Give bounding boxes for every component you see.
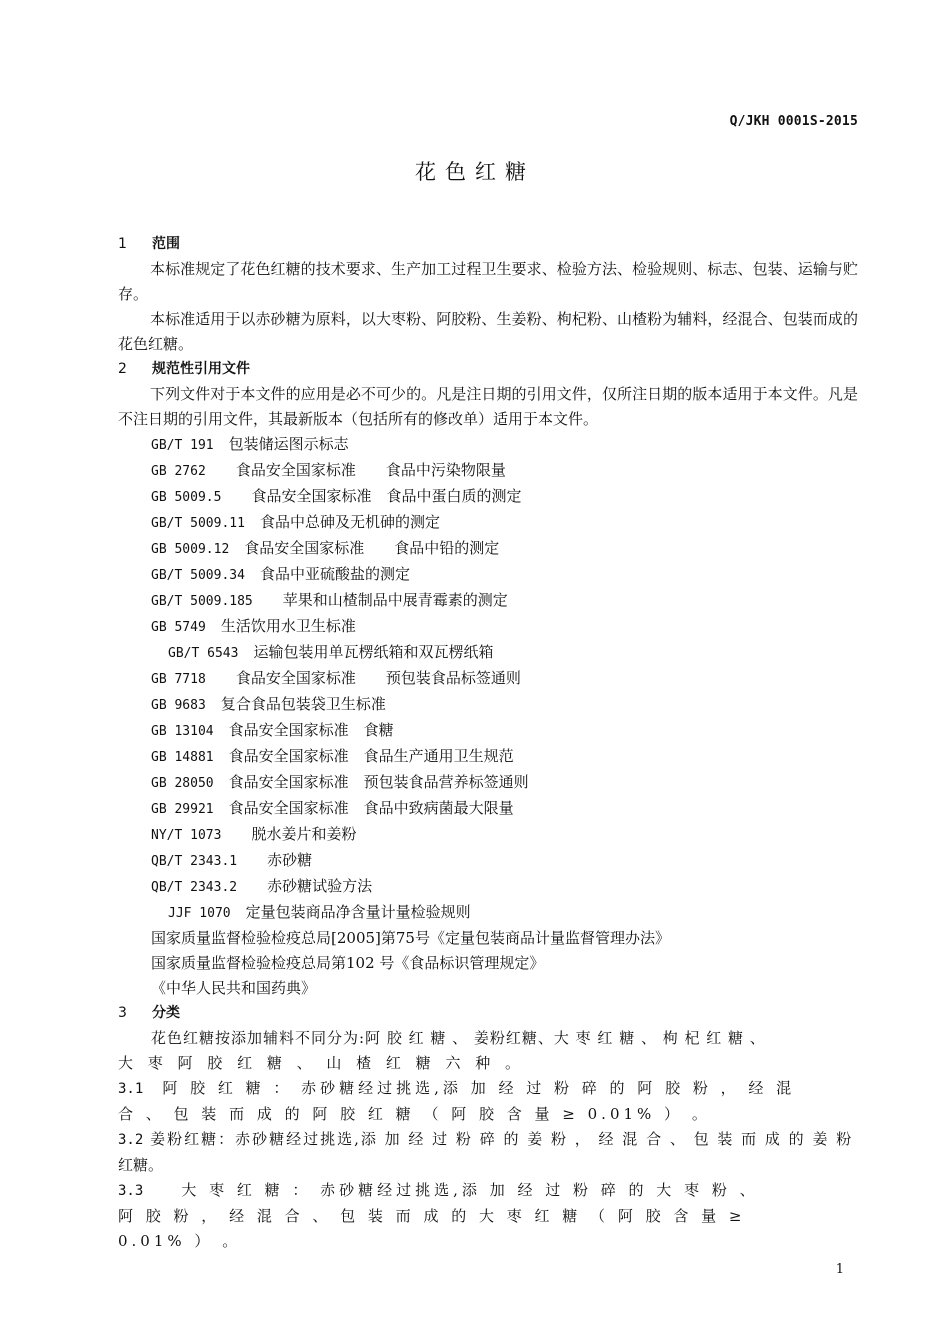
reference-name: 食品安全国家标准 食品中污染物限量: [235, 461, 506, 479]
reference-code: GB 13104: [151, 724, 214, 739]
classification-line: 花色红糖按添加辅料不同分为:阿 胶 红 糖 、 姜粉红糖、大 枣 红 糖 、 枸 杞 红 糖 、: [151, 1029, 766, 1047]
standard-number: Q/JKH 0001S-2015: [729, 114, 858, 129]
reference-name: 运输包装用单瓦楞纸箱和双瓦楞纸箱: [253, 643, 494, 661]
section-title: 分类: [152, 1005, 180, 1021]
reference-name: 食品安全国家标准 预包装食品营养标签通则: [228, 773, 529, 791]
subsection-3-2: [118, 1127, 858, 1153]
reference-name: 食品中总砷及无机砷的测定: [259, 513, 440, 531]
subsection-number: 3.3: [118, 1183, 144, 1199]
subsection-number: 3.1: [118, 1081, 144, 1097]
reference-item: [118, 718, 858, 744]
reference-item: [118, 796, 858, 822]
section-title: 范围: [152, 236, 180, 252]
reference-item: [118, 822, 858, 848]
reference-item: [118, 484, 858, 510]
reference-item: [118, 614, 858, 640]
paragraph: 本标准适用于以赤砂糖为原料，以大枣粉、阿胶粉、生姜粉、枸杞粉、山楂粉为辅料，经混合、包装而成的花色红糖。: [118, 310, 858, 353]
reference-name: 赤砂糖: [267, 851, 313, 869]
section-3-heading: [118, 1001, 858, 1026]
section-1-heading: [118, 232, 858, 257]
reference-code: GB/T 5009.34: [151, 568, 245, 583]
reference-code: QB/T 2343.1: [151, 854, 238, 869]
subsection-text-continued: 红糖。: [118, 1156, 164, 1174]
reference-code: GB 28050: [151, 776, 214, 791]
reference-name: 食品安全国家标准 食品中铅的测定: [244, 539, 500, 557]
section-title: 规范性引用文件: [152, 361, 250, 377]
reference-name: 食品安全国家标准 食品中致病菌最大限量: [228, 799, 514, 817]
document-title: 花色红糖: [415, 160, 535, 184]
reference-code: GB 7718: [151, 672, 206, 687]
reference-item: [118, 874, 858, 900]
reference-name: 食品安全国家标准 预包装食品标签通则: [235, 669, 521, 687]
subsection-text-continued: 阿 胶 粉 ， 经 混 合 、 包 装 而 成 的 大 枣 红 糖 （ 阿 胶 含 量 ≥: [118, 1207, 746, 1225]
reference-item: [118, 744, 858, 770]
reference-code: GB/T 5009.11: [151, 516, 245, 531]
section-number: 2: [118, 361, 127, 377]
reference-code: GB/T 5009.185: [151, 594, 253, 609]
reference-extra: 国家质量监督检验检疫总局第102 号《食品标识管理规定》: [151, 954, 545, 972]
reference-item: [118, 666, 858, 692]
reference-item: [118, 562, 858, 588]
subsection-3-3: [118, 1178, 858, 1204]
reference-extra: 国家质量监督检验检疫总局[2005]第75号《定量包装商品计量监督管理办法》: [151, 929, 670, 947]
reference-item: [118, 588, 858, 614]
reference-name: 脱水姜片和姜粉: [251, 825, 357, 843]
subsection-text-continued: 合 、 包 装 而 成 的 阿 胶 红 糖 （ 阿 胶 含 量 ≥ 0.01% ） 。: [118, 1105, 711, 1123]
reference-name: 定量包装商品净含量计量检验规则: [245, 903, 471, 921]
reference-item: [118, 510, 858, 536]
paragraph: 下列文件对于本文件的应用是必不可少的。凡是注日期的引用文件，仅所注日期的版本适用于本文件。凡是不注日期的引用文件，其最新版本（包括所有的修改单）适用于本文件。: [118, 385, 858, 428]
reference-item: [118, 432, 858, 458]
reference-name: 食品安全国家标准 食品中蛋白质的测定: [251, 487, 522, 505]
reference-code: GB/T 6543: [168, 646, 239, 661]
paragraph: 本标准规定了花色红糖的技术要求、生产加工过程卫生要求、检验方法、检验规则、标志、包装、运输与贮存。: [118, 260, 858, 303]
reference-name: 食品中亚硫酸盐的测定: [259, 565, 410, 583]
classification-line: 大 枣 阿 胶 红 糖 、 山 楂 红 糖 六 种 。: [118, 1054, 525, 1072]
subsection-text: 阿 胶 红 糖 ： 赤砂糖经过挑选,添 加 经 过 粉 碎 的 阿 胶 粉 ， 经 混: [162, 1079, 796, 1097]
reference-item: [118, 770, 858, 796]
section-number: 3: [118, 1005, 127, 1021]
reference-name: 苹果和山楂制品中展青霉素的测定: [282, 591, 508, 609]
reference-item: [118, 640, 858, 666]
subsection-text: 大 枣 红 糖 ： 赤砂糖经过挑选,添 加 经 过 粉 碎 的 大 枣 粉 、: [181, 1181, 759, 1199]
subsection-3-1: [118, 1076, 858, 1102]
reference-name: 复合食品包装袋卫生标准: [220, 695, 386, 713]
reference-name: 生活饮用水卫生标准: [220, 617, 356, 635]
reference-extra: 《中华人民共和国药典》: [151, 979, 317, 997]
reference-item: [118, 458, 858, 484]
section-2-heading: [118, 357, 858, 382]
subsection-text-continued: 0.01% ） 。: [118, 1232, 242, 1250]
reference-item: [118, 692, 858, 718]
reference-item: [118, 900, 858, 926]
reference-item: [118, 536, 858, 562]
reference-code: GB 5749: [151, 620, 206, 635]
reference-code: GB/T 191: [151, 438, 214, 453]
reference-code: NY/T 1073: [151, 828, 222, 843]
reference-code: GB 5009.12: [151, 542, 230, 557]
reference-code: GB 2762: [151, 464, 206, 479]
reference-code: QB/T 2343.2: [151, 880, 238, 895]
subsection-number: 3.2: [118, 1132, 144, 1148]
reference-name: 食品安全国家标准 食品生产通用卫生规范: [228, 747, 514, 765]
reference-code: GB 5009.5: [151, 490, 222, 505]
reference-item: [118, 848, 858, 874]
section-number: 1: [118, 236, 127, 252]
reference-code: GB 9683: [151, 698, 206, 713]
reference-code: GB 29921: [151, 802, 214, 817]
reference-name: 赤砂糖试验方法: [267, 877, 373, 895]
reference-name: 包装储运图示标志: [228, 435, 349, 453]
reference-code: GB 14881: [151, 750, 214, 765]
reference-code: JJF 1070: [168, 906, 231, 921]
subsection-text: 姜粉红糖：赤砂糖经过挑选,添 加 经 过 粉 碎 的 姜 粉 ， 经 混 合 、 包 装 而 成 的 姜 粉: [150, 1130, 854, 1148]
reference-name: 食品安全国家标准 食糖: [228, 721, 394, 739]
page-number: 1: [835, 1262, 844, 1277]
document-body: [118, 232, 858, 1254]
